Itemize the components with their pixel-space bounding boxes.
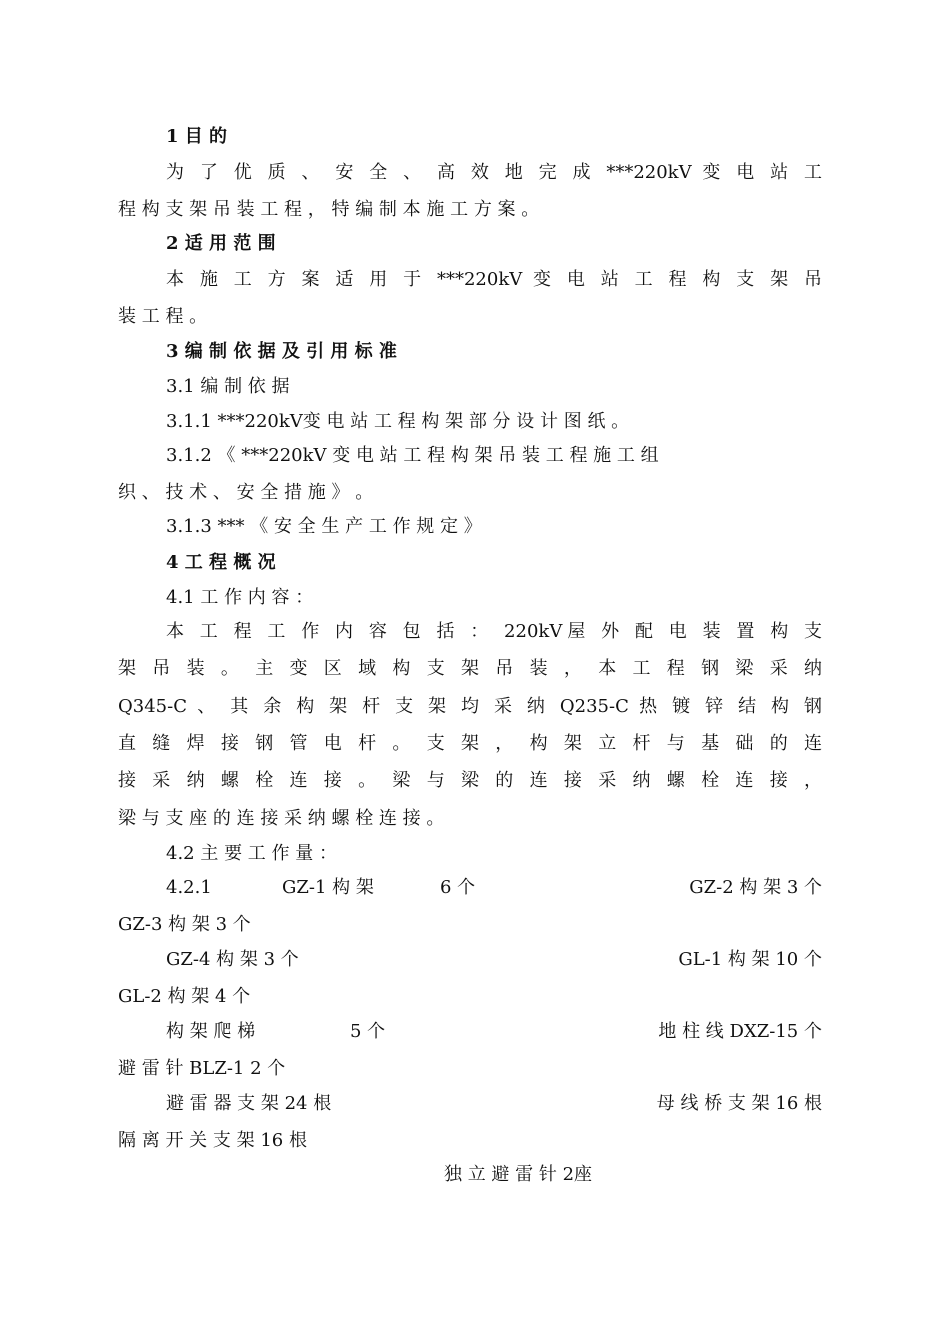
- subsection-4-1: 4.1 工 作 内 容 ：: [166, 587, 314, 608]
- item-3-1-2-line: 织 、 技 术 、 安 全 措 施 》 。: [118, 482, 374, 503]
- section-4-1-paragraph-line: 接 采 纳 螺 栓 连 接 。 梁 与 梁 的 连 接 采 纳 螺 栓 连 接 ，: [118, 770, 822, 791]
- workload-item: GL-1 构 架 10 个: [678, 949, 822, 970]
- section-1-paragraph-line: 为 了 优 质 、 安 全 、 高 效 地 完 成 ***220kV 变 电 站 工: [166, 162, 822, 183]
- section-2-paragraph-line: 本 施 工 方 案 适 用 于 ***220kV 变 电 站 工 程 构 支 架 吊: [166, 269, 822, 290]
- workload-quantity: 6 个: [440, 877, 476, 898]
- section-1-heading: 1 目 的: [166, 126, 228, 147]
- workload-item: GZ-4 构 架 3 个: [166, 949, 299, 970]
- workload-item: 独 立 避 雷 针 2座: [443, 1164, 593, 1185]
- workload-item: 隔 离 开 关 支 架 16 根: [118, 1130, 307, 1151]
- subsection-4-2: 4.2 主 要 工 作 量 ：: [166, 843, 337, 864]
- section-4-1-paragraph-line: 直 缝 焊 接 钢 管 电 杆 。 支 架 ， 构 架 立 杆 与 基 础 的 连: [118, 733, 822, 754]
- section-4-1-paragraph-line: 架 吊 装 。 主 变 区 域 构 支 架 吊 装 ， 本 工 程 钢 梁 采 纳: [118, 658, 822, 679]
- workload-item: GL-2 构 架 4 个: [118, 986, 251, 1007]
- item-3-1-2-line: 3.1.2 《 ***220kV 变 电 站 工 程 构 架 吊 装 工 程 施 工 组: [166, 445, 659, 466]
- workload-item: GZ-1 构 架: [282, 877, 374, 898]
- item-3-1-1: 3.1.1 ***220kV变 电 站 工 程 构 架 部 分 设 计 图 纸 。: [166, 411, 630, 432]
- section-2-paragraph-line: 装 工 程 。: [118, 306, 208, 327]
- workload-item: GZ-2 构 架 3 个: [689, 877, 822, 898]
- section-4-heading: 4 工 程 概 况: [166, 552, 276, 573]
- section-4-1-paragraph-line: Q345-C 、 其 余 构 架 杆 支 架 均 采 纳 Q235-C 热 镀 锌 结 构 钢: [118, 696, 822, 717]
- workload-item: 构 架 爬 梯: [166, 1021, 256, 1042]
- workload-quantity: 5 个: [350, 1021, 386, 1042]
- workload-item: GZ-3 构 架 3 个: [118, 914, 251, 935]
- workload-item: 避 雷 器 支 架 24 根: [166, 1093, 332, 1114]
- section-2-heading: 2 适 用 范 围: [166, 233, 276, 254]
- workload-item: 地 柱 线 DXZ-15 个: [658, 1021, 822, 1042]
- section-1-paragraph-line: 程 构 支 架 吊 装 工 程 ， 特 编 制 本 施 工 方 案 。: [118, 199, 540, 220]
- subsection-3-1: 3.1 编 制 依 据: [166, 376, 290, 397]
- workload-item: 避 雷 针 BLZ-1 2 个: [118, 1058, 286, 1079]
- section-4-1-paragraph-line: 梁 与 支 座 的 连 接 采 纳 螺 栓 连 接 。: [118, 808, 445, 829]
- item-3-1-3: 3.1.3 *** 《 安 全 生 产 工 作 规 定 》: [166, 516, 482, 537]
- workload-item-number: 4.2.1: [166, 877, 212, 898]
- section-3-heading: 3 编 制 依 据 及 引 用 标 准: [166, 341, 397, 362]
- workload-item: 母 线 桥 支 架 16 根: [656, 1093, 822, 1114]
- section-4-1-paragraph-line: 本 工 程 工 作 内 容 包 括 ： 220kV屋 外 配 电 装 置 构 支: [166, 621, 822, 642]
